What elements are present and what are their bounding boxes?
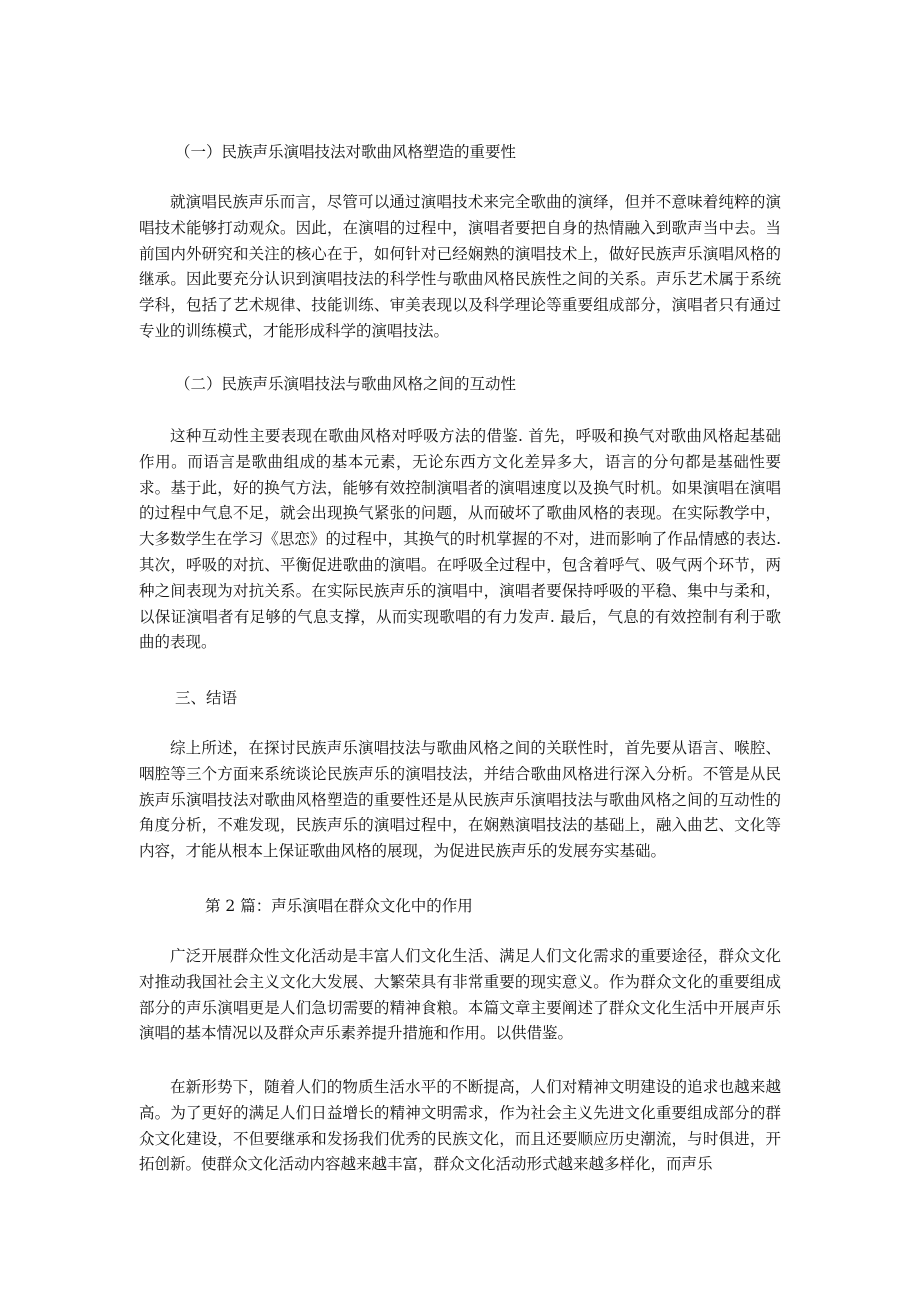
article-title-2: 第 2 篇：声乐演唱在群众文化中的作用: [205, 897, 473, 915]
paragraph-3: 综上所述，在探讨民族声乐演唱技法与歌曲风格之间的关联性时，首先要从语言、喉腔、咽腔等三个方面来系统谈论民族声乐的演唱技法，并结合歌曲风格进行深入分析。不管是从民族声乐演唱技法对歌曲风格塑造的重要性还是从民族声乐演唱技法与歌曲风格之间的互动性的角度分析，不难发现，民族声乐的演唱过程中，在娴熟演唱技法的基础上，融入曲艺、文化等内容，才能从根本上保证歌曲风格的展现，为促进民族声乐的发展夯实基础。: [139, 739, 781, 861]
section-heading-1: （一）民族声乐演唱技法对歌曲风格塑造的重要性: [175, 143, 517, 161]
paragraph-2: 这种互动性主要表现在歌曲风格对呼吸方法的借鉴. 首先，呼吸和换气对歌曲风格起基础作用。而语言是歌曲组成的基本元素，无论东西方文化差异多大，语言的分句都是基础性要求。基于此，好的换气方法，能够有效控制演唱者的演唱速度以及换气时机。如果演唱在演唱的过程中气息不足，就会出现换气紧张的问题，从而破坏了歌曲风格的表现。在实际教学中，大多数学生在学习《思恋》的过程中，其换气的时机掌握的不对，进而影响了作品情感的表达. 其次，呼吸的对抗、平衡促进歌曲的演唱。在呼吸全过程中，包含着呼气、吸气两个环节，两种之间表现为对抗关系。在实际民族声乐的演唱中，演唱者要保持呼吸的平稳、集中与柔和，以保证演唱者有足够的气息支撑，从而实现歌唱的有力发声. 最后，气息的有效控制有利于歌曲的表现。: [139, 427, 781, 652]
section-heading-2: （二）民族声乐演唱技法与歌曲风格之间的互动性: [175, 375, 517, 393]
paragraph-4: 广泛开展群众性文化活动是丰富人们文化生活、满足人们文化需求的重要途径，群众文化对推动我国社会主义文化大发展、大繁荣具有非常重要的现实意义。作为群众文化的重要组成部分的声乐演唱更是人们急切需要的精神食粮。本篇文章主要阐述了群众文化生活中开展声乐演唱的基本情况以及群众声乐素养提升措施和作用。以供借鉴。: [139, 947, 781, 1043]
section-heading-3: 三、结语: [175, 689, 238, 707]
paragraph-5: 在新形势下，随着人们的物质生活水平的不断提高，人们对精神文明建设的追求也越来越高。为了更好的满足人们日益增长的精神文明需求，作为社会主义先进文化重要组成部分的群众文化建设，不但要继承和发扬我们优秀的民族文化，而且还要顺应历史潮流，与时俱进，开拓创新。使群众文化活动内容越来越丰富，群众文化活动形式越来越多样化，而声乐: [139, 1078, 781, 1174]
paragraph-1: 就演唱民族声乐而言，尽管可以通过演唱技术来完全歌曲的演绎，但并不意味着纯粹的演唱技术能够打动观众。因此，在演唱的过程中，演唱者要把自身的热情融入到歌声当中去。当前国内外研究和关注的核心在于，如何针对已经娴熟的演唱技术上，做好民族声乐演唱风格的继承。因此要充分认识到演唱技法的科学性与歌曲风格民族性之间的关系。声乐艺术属于系统学科，包括了艺术规律、技能训练、审美表现以及科学理论等重要组成部分，演唱者只有通过专业的训练模式，才能形成科学的演唱技法。: [139, 193, 781, 340]
